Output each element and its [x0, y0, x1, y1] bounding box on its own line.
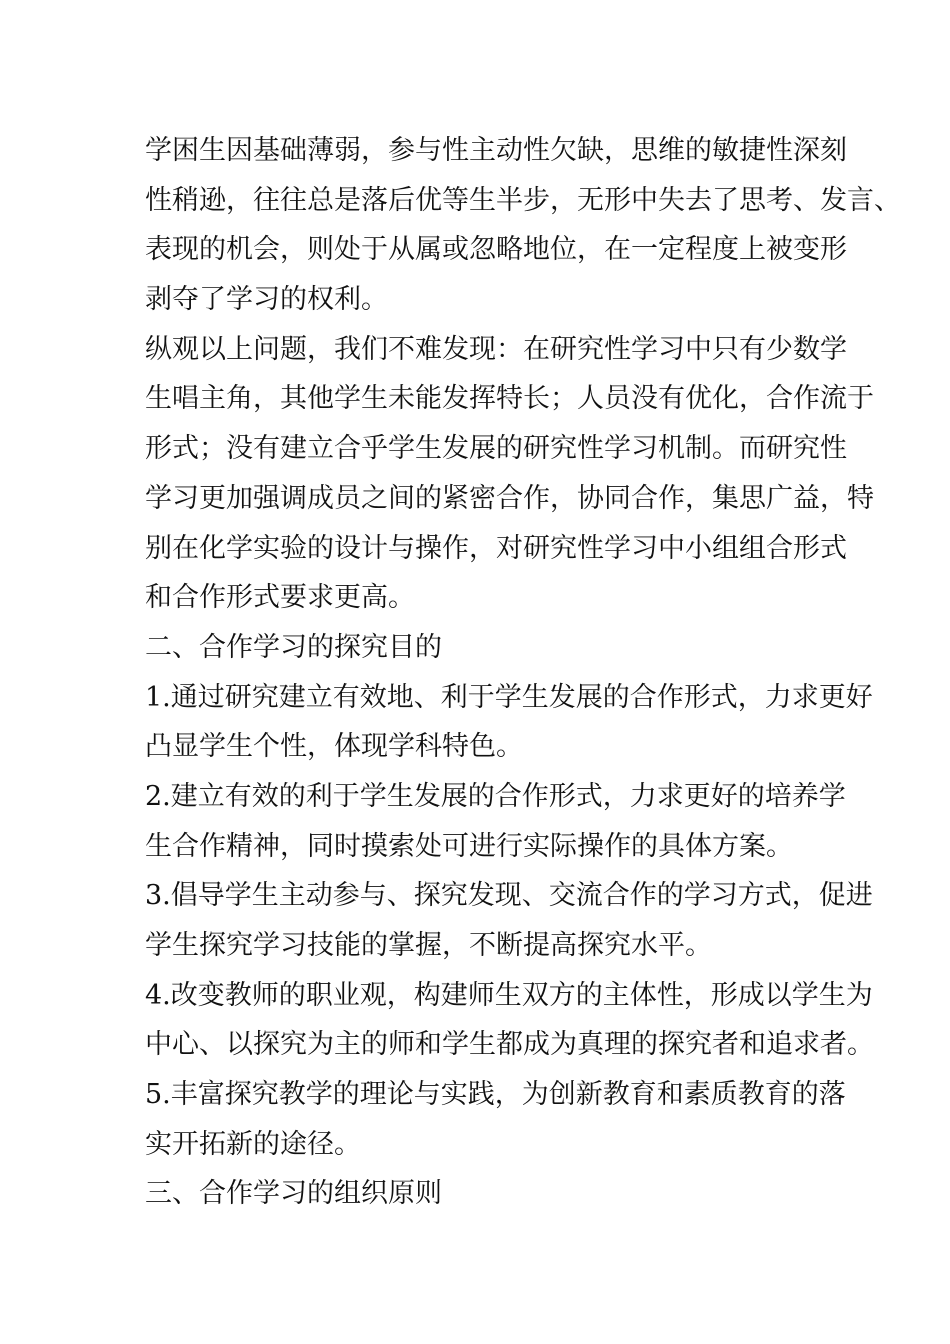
document-body: [145, 126, 901, 1219]
text-line: 性稍逊，往往总是落后优等生半步，无形中失去了思考、发言、: [145, 184, 901, 216]
text-line: 剥夺了学习的权利。: [145, 284, 388, 316]
text-line: 学生探究学习技能的掌握，不断提高探究水平。: [145, 930, 712, 961]
text-line: 4.改变教师的职业观，构建师生双方的主体性，形成以学生为: [145, 979, 873, 1011]
text-line: 学困生因基础薄弱，参与性主动性欠缺，思维的敏捷性深刻: [145, 135, 847, 166]
text-line: 学习更加强调成员之间的紧密合作，协同合作，集思广益，特: [145, 482, 874, 514]
text-line: 三、合作学习的组织原则: [145, 1178, 442, 1210]
text-line: 中心、以探究为主的师和学生都成为真理的探究者和追求者。: [145, 1029, 874, 1061]
text-line: 1.通过研究建立有效地、利于学生发展的合作形式，力求更好: [145, 681, 873, 713]
text-line: 实开拓新的途径。: [145, 1128, 361, 1160]
text-line: 二、合作学习的探究目的: [145, 631, 442, 663]
text-line: 生唱主角，其他学生未能发挥特长；人员没有优化，合作流于: [145, 383, 874, 415]
text-line: 表现的机会，则处于从属或忽略地位，在一定程度上被变形: [145, 234, 847, 266]
text-line: 凸显学生个性，体现学科特色。: [145, 731, 523, 763]
text-line: 别在化学实验的设计与操作，对研究性学习中小组组合形式: [145, 532, 847, 564]
text-line: 生合作精神，同时摸索处可进行实际操作的具体方案。: [145, 830, 793, 862]
text-line: 纵观以上问题，我们不难发现：在研究性学习中只有少数学: [145, 333, 847, 365]
text-line: 2.建立有效的利于学生发展的合作形式，力求更好的培养学: [145, 780, 846, 812]
text-line: 形式；没有建立合乎学生发展的研究性学习机制。而研究性: [145, 433, 847, 465]
text-line: 和合作形式要求更高。: [145, 582, 415, 614]
text-line: 3.倡导学生主动参与、探究发现、交流合作的学习方式，促进: [145, 880, 873, 912]
text-line: 5.丰富探究教学的理论与实践，为创新教育和素质教育的落: [145, 1079, 846, 1111]
